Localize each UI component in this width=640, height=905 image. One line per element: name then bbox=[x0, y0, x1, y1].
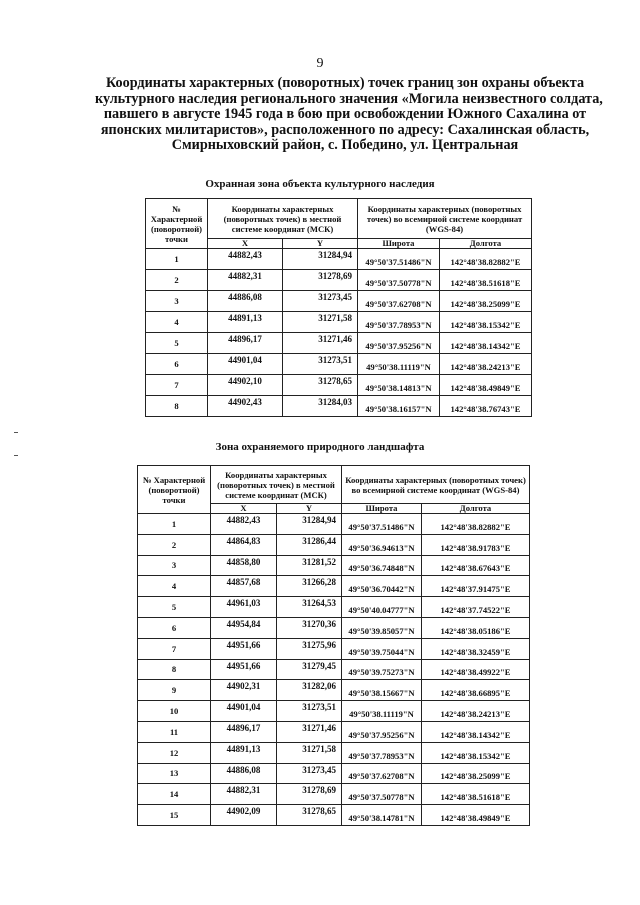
point-number-cell: 3 bbox=[138, 555, 211, 576]
point-number-cell: 1 bbox=[146, 249, 208, 270]
header-x: X bbox=[211, 504, 277, 514]
header-y: Y bbox=[283, 239, 358, 249]
coord-y-cell: 31271,46 bbox=[283, 333, 358, 354]
coord-x-cell: 44891,13 bbox=[211, 742, 277, 763]
header-x: X bbox=[208, 239, 283, 249]
coord-x-cell: 44858,80 bbox=[211, 555, 277, 576]
latitude-cell: 49°50'37.78953"N bbox=[358, 312, 440, 333]
latitude-cell: 49°50'36.94613"N bbox=[342, 534, 422, 555]
latitude-cell: 49°50'38.11119"N bbox=[342, 701, 422, 722]
coord-x-cell: 44901,04 bbox=[211, 701, 277, 722]
coord-x-cell: 44951,66 bbox=[211, 638, 277, 659]
title-line: павшего в августе 1945 года в бою при освобождении Южного Сахалина от bbox=[103, 106, 587, 123]
table-row bbox=[138, 721, 530, 742]
table-row bbox=[146, 375, 532, 396]
table-row bbox=[146, 270, 532, 291]
title-line: культурного наследия регионального значения «Могила неизвестного солдата, bbox=[95, 90, 603, 107]
point-number-cell: 14 bbox=[138, 784, 211, 805]
table-row bbox=[138, 597, 530, 618]
coord-y-cell: 31271,58 bbox=[283, 312, 358, 333]
header-wgs-coords: Координаты характерных (поворотных точек) во всемирной системе координат (WGS-84) bbox=[358, 199, 532, 239]
longitude-cell: 142°48'38.24213"E bbox=[440, 354, 532, 375]
header-latitude: Широта bbox=[342, 504, 422, 514]
coord-y-cell: 31284,03 bbox=[283, 396, 358, 417]
coord-y-cell: 31284,94 bbox=[277, 514, 342, 535]
table1-caption: Охранная зона объекта культурного наследия bbox=[205, 178, 435, 190]
longitude-cell: 142°48'38.32459"E bbox=[422, 638, 530, 659]
point-number-cell: 15 bbox=[138, 805, 211, 826]
latitude-cell: 49°50'36.74848"N bbox=[342, 555, 422, 576]
title-line: японских милитаристов», расположенного по адресу: Сахалинская область, bbox=[100, 121, 590, 138]
coord-y-cell: 31282,06 bbox=[277, 680, 342, 701]
coord-x-cell: 44882,31 bbox=[208, 270, 283, 291]
coord-x-cell: 44882,43 bbox=[208, 249, 283, 270]
coord-y-cell: 31273,51 bbox=[277, 701, 342, 722]
coord-y-cell: 31273,45 bbox=[277, 763, 342, 784]
latitude-cell: 49°50'38.15667"N bbox=[342, 680, 422, 701]
point-number-cell: 11 bbox=[138, 721, 211, 742]
longitude-cell: 142°48'38.05186"E bbox=[422, 617, 530, 638]
coord-x-cell: 44896,17 bbox=[208, 333, 283, 354]
coord-y-cell: 31278,69 bbox=[277, 784, 342, 805]
coord-x-cell: 44954,84 bbox=[211, 617, 277, 638]
point-number-cell: 12 bbox=[138, 742, 211, 763]
coord-y-cell: 31275,96 bbox=[277, 638, 342, 659]
header-wgs-coords: Координаты характерных (поворотных точек) во всемирной системе координат (WGS-84) bbox=[342, 466, 530, 504]
coord-y-cell: 31264,53 bbox=[277, 597, 342, 618]
coord-x-cell: 44896,17 bbox=[211, 721, 277, 742]
coord-x-cell: 44961,03 bbox=[211, 597, 277, 618]
point-number-cell: 7 bbox=[138, 638, 211, 659]
header-y: Y bbox=[277, 504, 342, 514]
table-row bbox=[138, 555, 530, 576]
latitude-cell: 49°50'38.14813"N bbox=[358, 375, 440, 396]
longitude-cell: 142°48'37.74522"E bbox=[422, 597, 530, 618]
coord-x-cell: 44902,10 bbox=[208, 375, 283, 396]
coord-x-cell: 44901,04 bbox=[208, 354, 283, 375]
longitude-cell: 142°48'38.66895"E bbox=[422, 680, 530, 701]
longitude-cell: 142°48'38.51618"E bbox=[422, 784, 530, 805]
table-row bbox=[146, 249, 532, 270]
point-number-cell: 2 bbox=[146, 270, 208, 291]
document-title bbox=[95, 75, 603, 154]
coord-y-cell: 31271,46 bbox=[277, 721, 342, 742]
point-number-cell: 4 bbox=[138, 576, 211, 597]
latitude-cell: 49°50'40.04777"N bbox=[342, 597, 422, 618]
longitude-cell: 142°48'38.91783"E bbox=[422, 534, 530, 555]
longitude-cell: 142°48'38.49849"E bbox=[440, 375, 532, 396]
coord-y-cell: 31278,69 bbox=[283, 270, 358, 291]
margin-mark bbox=[14, 455, 18, 456]
table-row bbox=[138, 680, 530, 701]
latitude-cell: 49°50'37.50778"N bbox=[358, 270, 440, 291]
table-row bbox=[146, 333, 532, 354]
header-point-number: № Характерной (поворотной) точки bbox=[138, 466, 211, 514]
point-number-cell: 7 bbox=[146, 375, 208, 396]
header-longitude: Долгота bbox=[422, 504, 530, 514]
table-row bbox=[138, 576, 530, 597]
table-row bbox=[138, 659, 530, 680]
coord-x-cell: 44902,31 bbox=[211, 680, 277, 701]
latitude-cell: 49°50'37.51486"N bbox=[342, 514, 422, 535]
latitude-cell: 49°50'37.50778"N bbox=[342, 784, 422, 805]
coord-x-cell: 44902,43 bbox=[208, 396, 283, 417]
coord-x-cell: 44886,08 bbox=[208, 291, 283, 312]
point-number-cell: 6 bbox=[138, 617, 211, 638]
longitude-cell: 142°48'38.82882"E bbox=[440, 249, 532, 270]
table-row bbox=[146, 396, 532, 417]
coord-y-cell: 31284,94 bbox=[283, 249, 358, 270]
longitude-cell: 142°48'38.14342"E bbox=[440, 333, 532, 354]
table-row bbox=[146, 291, 532, 312]
header-latitude: Широта bbox=[358, 239, 440, 249]
table-row bbox=[138, 534, 530, 555]
longitude-cell: 142°48'38.67643"E bbox=[422, 555, 530, 576]
coord-y-cell: 31266,28 bbox=[277, 576, 342, 597]
latitude-cell: 49°50'38.14781"N bbox=[342, 805, 422, 826]
longitude-cell: 142°48'38.25099"E bbox=[422, 763, 530, 784]
table-row bbox=[146, 312, 532, 333]
point-number-cell: 5 bbox=[146, 333, 208, 354]
point-number-cell: 2 bbox=[138, 534, 211, 555]
longitude-cell: 142°48'37.91475"E bbox=[422, 576, 530, 597]
coord-x-cell: 44902,09 bbox=[211, 805, 277, 826]
point-number-cell: 8 bbox=[146, 396, 208, 417]
longitude-cell: 142°48'38.49922"E bbox=[422, 659, 530, 680]
longitude-cell: 142°48'38.15342"E bbox=[440, 312, 532, 333]
latitude-cell: 49°50'38.11119"N bbox=[358, 354, 440, 375]
longitude-cell: 142°48'38.15342"E bbox=[422, 742, 530, 763]
header-longitude: Долгота bbox=[440, 239, 532, 249]
longitude-cell: 142°48'38.76743"E bbox=[440, 396, 532, 417]
table-row bbox=[138, 805, 530, 826]
coord-x-cell: 44882,31 bbox=[211, 784, 277, 805]
latitude-cell: 49°50'37.62708"N bbox=[358, 291, 440, 312]
table-row bbox=[138, 638, 530, 659]
latitude-cell: 49°50'37.78953"N bbox=[342, 742, 422, 763]
latitude-cell: 49°50'39.75273"N bbox=[342, 659, 422, 680]
title-line: Смирныховский район, с. Победино, ул. Центральная bbox=[171, 137, 519, 154]
protection-zone-table bbox=[145, 198, 532, 417]
coord-y-cell: 31273,51 bbox=[283, 354, 358, 375]
table-row bbox=[138, 701, 530, 722]
coord-y-cell: 31278,65 bbox=[283, 375, 358, 396]
margin-mark bbox=[14, 432, 18, 433]
coord-x-cell: 44951,66 bbox=[211, 659, 277, 680]
coord-x-cell: 44857,68 bbox=[211, 576, 277, 597]
latitude-cell: 49°50'37.95256"N bbox=[342, 721, 422, 742]
table-row bbox=[138, 742, 530, 763]
point-number-cell: 8 bbox=[138, 659, 211, 680]
latitude-cell: 49°50'36.70442"N bbox=[342, 576, 422, 597]
page-number: 9 bbox=[316, 56, 324, 71]
latitude-cell: 49°50'39.85057"N bbox=[342, 617, 422, 638]
table2-caption: Зона охраняемого природного ландшафта bbox=[215, 441, 425, 453]
coord-y-cell: 31271,58 bbox=[277, 742, 342, 763]
coord-x-cell: 44886,08 bbox=[211, 763, 277, 784]
coord-x-cell: 44864,83 bbox=[211, 534, 277, 555]
latitude-cell: 49°50'37.62708"N bbox=[342, 763, 422, 784]
longitude-cell: 142°48'38.24213"E bbox=[422, 701, 530, 722]
latitude-cell: 49°50'38.16157"N bbox=[358, 396, 440, 417]
coord-x-cell: 44891,13 bbox=[208, 312, 283, 333]
point-number-cell: 13 bbox=[138, 763, 211, 784]
point-number-cell: 9 bbox=[138, 680, 211, 701]
landscape-zone-table bbox=[137, 465, 530, 826]
longitude-cell: 142°48'38.51618"E bbox=[440, 270, 532, 291]
coord-y-cell: 31273,45 bbox=[283, 291, 358, 312]
point-number-cell: 4 bbox=[146, 312, 208, 333]
longitude-cell: 142°48'38.14342"E bbox=[422, 721, 530, 742]
coord-y-cell: 31286,44 bbox=[277, 534, 342, 555]
table-row bbox=[138, 514, 530, 535]
point-number-cell: 10 bbox=[138, 701, 211, 722]
table1-body bbox=[146, 249, 532, 417]
header-msk-coords: Координаты характерных (поворотных точек) в местной системе координат (МСК) bbox=[211, 466, 342, 504]
longitude-cell: 142°48'38.49849"E bbox=[422, 805, 530, 826]
table2-body bbox=[138, 514, 530, 826]
table-row bbox=[138, 784, 530, 805]
latitude-cell: 49°50'39.75044"N bbox=[342, 638, 422, 659]
coord-y-cell: 31270,36 bbox=[277, 617, 342, 638]
coord-y-cell: 31281,52 bbox=[277, 555, 342, 576]
coord-y-cell: 31279,45 bbox=[277, 659, 342, 680]
table-row bbox=[146, 354, 532, 375]
title-line: Координаты характерных (поворотных) точек границ зон охраны объекта bbox=[105, 75, 585, 91]
latitude-cell: 49°50'37.95256"N bbox=[358, 333, 440, 354]
point-number-cell: 5 bbox=[138, 597, 211, 618]
point-number-cell: 3 bbox=[146, 291, 208, 312]
header-point-number: № Характерной (поворотной) точки bbox=[146, 199, 208, 249]
coord-y-cell: 31278,65 bbox=[277, 805, 342, 826]
table-row bbox=[138, 617, 530, 638]
longitude-cell: 142°48'38.25099"E bbox=[440, 291, 532, 312]
point-number-cell: 6 bbox=[146, 354, 208, 375]
coord-x-cell: 44882,43 bbox=[211, 514, 277, 535]
latitude-cell: 49°50'37.51486"N bbox=[358, 249, 440, 270]
header-msk-coords: Координаты характерных (поворотных точек) в местной системе координат (МСК) bbox=[208, 199, 358, 239]
longitude-cell: 142°48'38.82882"E bbox=[422, 514, 530, 535]
table-row bbox=[138, 763, 530, 784]
point-number-cell: 1 bbox=[138, 514, 211, 535]
